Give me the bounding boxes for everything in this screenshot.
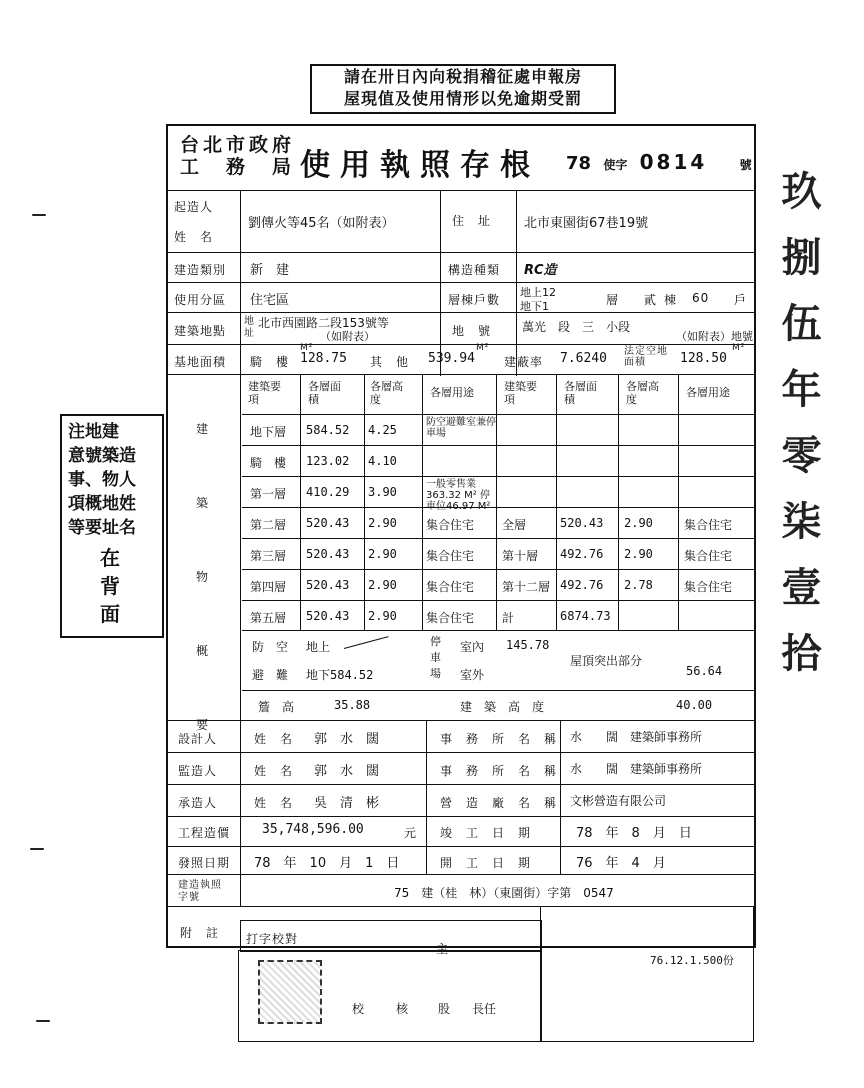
permit-prefix: 使字: [603, 158, 628, 172]
office-label: 事 務 所 名 稱: [440, 764, 558, 778]
name-label: 姓 名: [174, 230, 214, 244]
permit-suffix: 號: [739, 158, 752, 172]
permit-no: 0814: [639, 150, 708, 174]
row-use: 集合住宅: [426, 580, 475, 594]
supervisor-label: 監造人: [178, 764, 218, 778]
footer-col: 核: [396, 1002, 410, 1016]
coverage-value: 7.6240: [560, 351, 607, 366]
cost-label: 工程造價: [178, 826, 231, 840]
issue-label: 發照日期: [178, 856, 231, 870]
lot-note: （如附表）地號: [676, 330, 753, 343]
row-area: 410.29: [306, 485, 350, 499]
agency-name: [180, 134, 295, 178]
row-item-2: 第十層: [502, 549, 539, 563]
rule: [166, 282, 754, 283]
col-header: 各層用途: [686, 386, 730, 399]
eave-label: 簷 高: [258, 700, 295, 714]
note-line: 背: [100, 574, 120, 598]
notice-box: [310, 64, 616, 114]
rule-v: [496, 374, 497, 630]
contractor-name: 吳 清 彬: [314, 796, 380, 811]
unit-unit: 戶: [734, 293, 748, 307]
row-rule: [242, 569, 754, 570]
rule-v: [560, 720, 561, 874]
seal-stamp: [258, 960, 322, 1024]
row-rule: [242, 476, 754, 477]
address-label: 住 址: [452, 214, 492, 228]
lot-label: 地 號: [452, 324, 492, 338]
footer-col: 任: [484, 1002, 498, 1016]
rule: [166, 874, 754, 875]
rule: [166, 752, 754, 753]
site-note: （如附表）: [320, 330, 375, 343]
floor-unit: 層: [606, 293, 620, 307]
permit-year: 78: [566, 153, 592, 174]
row-item: 騎 樓: [250, 456, 287, 470]
row-use: 集合住宅: [426, 611, 475, 625]
site-prefix: 地址: [244, 316, 255, 339]
row-use-2: 集合住宅: [684, 580, 733, 594]
type-label: 建造類別: [174, 263, 227, 277]
complete-label: 竣 工 日 期: [440, 826, 532, 840]
rule-v: [556, 374, 557, 630]
evac-below: 地下584.52: [306, 668, 374, 682]
rule-v: [240, 190, 241, 906]
rule: [166, 312, 754, 313]
site-label: 建築地點: [174, 324, 227, 338]
row-item: 第三層: [250, 549, 287, 563]
evac-label: 避 難: [252, 668, 289, 682]
note-line: 面: [100, 602, 120, 626]
row-area-2: 6874.73: [560, 609, 611, 623]
designer-office: 水 闊 建築師事務所: [570, 730, 703, 744]
approval-box: [540, 906, 754, 1042]
parking-outdoor-label: 室外: [460, 668, 485, 682]
rule: [166, 344, 754, 345]
note-line: 注地建: [68, 422, 119, 442]
row-area: 520.43: [306, 609, 350, 623]
row-rule: [242, 414, 754, 415]
row-item: 第一層: [250, 487, 287, 501]
side-note: [60, 414, 164, 638]
row-item: 第五層: [250, 611, 287, 625]
permit-label: 建造執照字號: [178, 880, 222, 903]
row-area: 584.52: [306, 423, 350, 437]
note-line: 項概地姓: [68, 494, 136, 514]
structure-type: RC造: [524, 263, 557, 278]
designer-label: 設計人: [178, 732, 218, 746]
margin-stamp: 玖捌伍年零柒壹拾: [775, 170, 822, 698]
m2-unit: M²: [300, 343, 314, 353]
notice-line-1: 請在卅日內向稅捐稽征處申報房: [343, 67, 582, 86]
supervisor-office: 水 闊 建築師事務所: [570, 762, 703, 776]
col-header: 各層面積: [308, 380, 341, 406]
arcade-label: 騎 樓: [250, 355, 290, 369]
rule: [166, 784, 754, 785]
scan-mark: [36, 1020, 50, 1022]
note-line: 在: [100, 546, 120, 570]
rule: [166, 190, 754, 191]
row-item: 地下層: [250, 425, 287, 439]
row-rule: [242, 538, 754, 539]
side-char: 建: [196, 422, 209, 436]
col-header: 各層用途: [430, 386, 474, 399]
row-height: 4.25: [368, 423, 397, 437]
structure-label: 構造種類: [448, 263, 501, 277]
cost-unit: 元: [404, 826, 418, 840]
building-unit: 棟: [664, 293, 678, 307]
footer-col: 校: [352, 1002, 366, 1016]
side-char: 築: [196, 496, 209, 510]
row-area: 520.43: [306, 547, 350, 561]
rule: [242, 690, 754, 691]
floors-label: 層棟戶數: [448, 293, 501, 307]
col-header: 各層高度: [370, 380, 403, 406]
row-use: 一般零售業363.32 M² 停車位46.97 M²: [426, 479, 491, 512]
form-title: 使用執照存根: [300, 148, 540, 183]
agency-line-1: 台北市政府: [180, 134, 296, 156]
legal-space-value: 128.50: [680, 351, 727, 366]
floors-below: 地下1: [520, 300, 549, 313]
row-area: 520.43: [306, 516, 350, 530]
rule-v: [422, 374, 423, 630]
row-height-2: 2.90: [624, 547, 653, 561]
start-label: 開 工 日 期: [440, 856, 532, 870]
row-item-2: 計: [502, 611, 515, 625]
building-height-value: 40.00: [676, 698, 713, 712]
builder-label: 起造人: [174, 200, 214, 214]
side-char: 要: [196, 718, 209, 732]
site-address: 北市西園路二段153號等: [258, 316, 389, 330]
footer-col: 長: [472, 1002, 486, 1016]
row-height: 2.90: [368, 516, 397, 530]
row-item: 第四層: [250, 580, 287, 594]
shelter-label: 防 空: [252, 640, 289, 654]
row-rule: [242, 445, 754, 446]
scan-mark: [30, 848, 44, 850]
row-use-2: 集合住宅: [684, 518, 733, 532]
zone-label: 使用分區: [174, 293, 227, 307]
side-char: 概: [196, 644, 209, 658]
col-header: 各層面積: [564, 380, 597, 406]
units-value: 60: [692, 291, 710, 305]
footer-col: 主: [436, 942, 450, 956]
row-item: 第二層: [250, 518, 287, 532]
base-area-label: 基地面積: [174, 355, 227, 369]
note-line: 意號築造: [68, 446, 136, 466]
rule: [166, 720, 754, 721]
row-use: 集合住宅: [426, 549, 475, 563]
row-area: 520.43: [306, 578, 350, 592]
row-area-2: 492.76: [560, 547, 604, 561]
col-header: 建築要項: [504, 380, 537, 406]
lot-section: 萬光 段 三 小段: [522, 320, 631, 334]
rule-v: [300, 374, 301, 630]
roof-label: 屋頂突出部分: [570, 654, 643, 668]
eave-value: 35.88: [334, 698, 371, 712]
floors-above: 地上12: [520, 286, 556, 299]
rule: [166, 846, 754, 847]
m2-unit: M²: [476, 343, 490, 353]
row-item-2: 全層: [502, 518, 527, 532]
build-type: 新 建: [250, 263, 290, 278]
row-area-2: 492.76: [560, 578, 604, 592]
row-area: 123.02: [306, 454, 350, 468]
rule: [166, 252, 754, 253]
start-date: 76 年 4 月: [576, 856, 666, 871]
row-rule: [242, 507, 754, 508]
m2-unit: M²: [732, 343, 746, 353]
rule: [166, 374, 754, 375]
rule-v: [678, 374, 679, 630]
cost-value: 35,748,596.00: [262, 822, 364, 837]
other-label: 其 他: [370, 355, 410, 369]
rule: [166, 816, 754, 817]
building-height-label: 建 築 高 度: [460, 700, 545, 714]
legal-space-label: 法定空地面積: [624, 346, 668, 368]
side-char: 物: [196, 570, 209, 584]
row-height: 2.90: [368, 547, 397, 561]
rule-v: [440, 190, 441, 376]
shelter-above: 地上: [306, 640, 331, 654]
row-rule: [242, 600, 754, 601]
typist-label: 打字校對: [246, 932, 299, 946]
name-label: 姓 名: [254, 732, 294, 746]
permit-value: 75 建（桂 林）（東園街）字第 0547: [394, 886, 614, 900]
note-line: 事、物人: [68, 470, 136, 490]
buildings-value: 貳: [644, 293, 658, 307]
row-height: 4.10: [368, 454, 397, 468]
zone-value: 住宅區: [250, 293, 290, 308]
footer-col: 股: [438, 1002, 452, 1016]
row-use: 防空避難室兼停車場: [426, 417, 496, 439]
notice-line-2: 屋現值及使用情形以免逾期受罰: [343, 89, 582, 108]
coverage-label: 建蔽率: [504, 355, 544, 369]
row-use-2: 集合住宅: [684, 549, 733, 563]
row-use: 集合住宅: [426, 518, 475, 532]
row-height: 2.90: [368, 578, 397, 592]
rule-v: [618, 374, 619, 630]
designer-name: 郭 水 闊: [314, 732, 380, 747]
roof-value: 56.64: [686, 664, 723, 678]
owner-address: 北市東園街67巷19號: [524, 216, 649, 231]
rule: [242, 630, 754, 631]
rule-v: [426, 720, 427, 874]
issue-date: 78 年 10 月 1 日: [254, 856, 400, 871]
office-label: 事 務 所 名 稱: [440, 732, 558, 746]
name-label: 姓 名: [254, 796, 294, 810]
scan-mark: [32, 214, 46, 216]
arcade-value: 128.75: [300, 351, 347, 366]
row-height: 3.90: [368, 485, 397, 499]
row-height-2: 2.78: [624, 578, 653, 592]
summary-side-label: [196, 392, 212, 762]
contractor-label: 承造人: [178, 796, 218, 810]
agency-line-2: 工 務 局: [180, 156, 296, 178]
firm-label: 營 造 廠 名 稱: [440, 796, 558, 810]
supervisor-name: 郭 水 闊: [314, 764, 380, 779]
col-header: 各層高度: [626, 380, 659, 406]
name-label: 姓 名: [254, 764, 294, 778]
parking-indoor-label: 室內: [460, 640, 485, 654]
permit-number: [566, 150, 752, 174]
other-value: 539.94: [428, 351, 475, 366]
row-height: 2.90: [368, 609, 397, 623]
col-header: 建築要項: [248, 380, 281, 406]
row-area-2: 520.43: [560, 516, 604, 530]
contractor-firm: 文彬營造有限公司: [570, 794, 667, 808]
owner-name: 劉傳火等45名（如附表）: [248, 216, 395, 231]
note-line: 等要址名: [68, 518, 136, 538]
parking-label: 停車場: [430, 635, 441, 680]
row-item-2: 第十二層: [502, 580, 551, 594]
remarks-label: 附 註: [180, 926, 220, 940]
parking-indoor: 145.78: [506, 638, 550, 652]
rule-v: [364, 374, 365, 630]
date-stamp: 76.12.1.500份: [650, 954, 734, 967]
complete-date: 78 年 8 月 日: [576, 826, 692, 841]
rule-v: [516, 190, 517, 376]
row-height-2: 2.90: [624, 516, 653, 530]
